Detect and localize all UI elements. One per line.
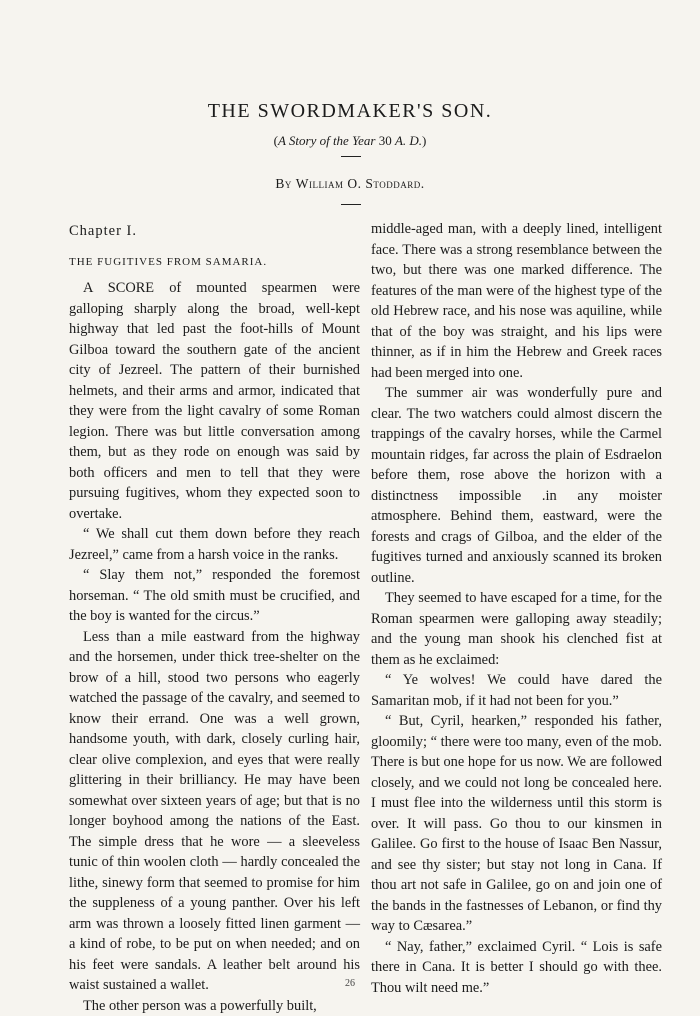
title-rule <box>341 156 361 157</box>
byline-by: By <box>275 176 292 191</box>
subtitle-italic-1: A Story of the Year <box>278 133 376 148</box>
chapter-subheading: THE FUGITIVES FROM SAMARIA. <box>69 252 360 273</box>
paragraph: “ But, Cyril, hearken,” responded his father, gloomily; “ there were too many, even of the mob. There is but one hope for us now. We are followed closely, and we could not long be concealed here. I must flee into the wilderness until this storm is over. It will pass. Go thou to our kinsmen in Galilee. Go first to the house of Isaac Ben Nassur, and see thy sister; but stay not long in Cana. If thou art not safe in Galilee, go on and join one of the bands in the fastnesses of Lebanon, or find thy way to Cæsarea.” <box>371 711 662 937</box>
subtitle-italic-2: A. D. <box>395 133 422 148</box>
paragraph: The summer air was wonderfully pure and clear. The two watchers could almost discern the trappings of the cavalry horses, while the Carmel mountain ridges, far across the plain of Esdraelon before them, rose above the horizon with a distinctness impossible .in any moister atmosphere. Behind them, eastward, were the forests and crags of Gilboa, and the elder of the fugitives turned and anxiously scanned its broken outline. <box>371 383 662 588</box>
subtitle-open: ( <box>274 133 278 148</box>
paragraph: middle-aged man, with a deeply lined, intelligent face. There was a strong resemblance between the two, but there was one marked difference. The features of the man were of the highest type of the old Hebrew race, and his nose was aquiline, while that of the boy was straight, and his lips were thinner, as if in him the Hebrew and Greek races had been merged into one. <box>371 219 662 383</box>
paragraph: The other person was a powerfully built, <box>69 996 360 1016</box>
chapter-heading: Chapter I. <box>69 221 360 242</box>
paragraph: Less than a mile eastward from the highway and the horsemen, under thick tree-shelter on the brow of a hill, stood two persons who eagerly watched the passage of the cavalry, and seemed to know their errand. One was a well grown, handsome youth, with dark, closely curling hair, clear olive complexion, and eyes that were really glittering in their brilliancy. He may have been somewhat over sixteen years of age; but that is no longer boyhood among the nations of the East. The simple dress that he wore — a sleeveless tunic of thin woolen cloth — hardly concealed the lithe, sinewy form that seemed to promise for him the suppleness of a young panther. Over his left arm was thrown a loosely fitted linen garment — a kind of robe, to be put on when needed; and on his feet were sandals. A leather belt around his waist sustained a wallet. <box>69 627 360 996</box>
paragraph: “ Ye wolves! We could have dared the Samaritan mob, if it had not been for you.” <box>371 670 662 711</box>
byline-rule <box>341 204 361 205</box>
bleed-through-mark <box>638 40 698 100</box>
paragraph: “ Nay, father,” exclaimed Cyril. “ Lois is safe there in Cana. It is better I should go with thee. Thou wilt need me.” <box>371 937 662 999</box>
paragraph: “ We shall cut them down before they reach Jezreel,” came from a harsh voice in the ranks. <box>69 524 360 565</box>
story-subtitle <box>0 133 700 149</box>
left-column <box>69 219 360 1016</box>
subtitle-year: 30 <box>375 133 395 148</box>
page-number: 26 <box>0 978 700 989</box>
byline-author: William O. Stoddard. <box>296 176 425 191</box>
paragraph: A SCORE of mounted spearmen were galloping sharply along the broad, well-kept highway that led past the foot-hills of Mount Gilboa toward the southern gate of the ancient city of Jezreel. The pattern of their burnished helmets, and their arms and armor, indicated that they were from the light cavalry of some Roman legion. There was but little conversation among them, but as they rode on enough was said by both officers and men to tell that they were pursuing fugitives, whom they expected soon to overtake. <box>69 278 360 524</box>
paragraph: “ Slay them not,” responded the foremost horseman. “ The old smith must be crucified, and the boy is wanted for the circus.” <box>69 565 360 627</box>
story-title: THE SWORDMAKER'S SON. <box>0 100 700 123</box>
byline <box>0 176 700 192</box>
subtitle-close: ) <box>422 133 426 148</box>
right-column <box>371 219 662 998</box>
paragraph: They seemed to have escaped for a time, for the Roman spearmen were galloping away steadily; and the young man shook his clenched fist at them as he exclaimed: <box>371 588 662 670</box>
